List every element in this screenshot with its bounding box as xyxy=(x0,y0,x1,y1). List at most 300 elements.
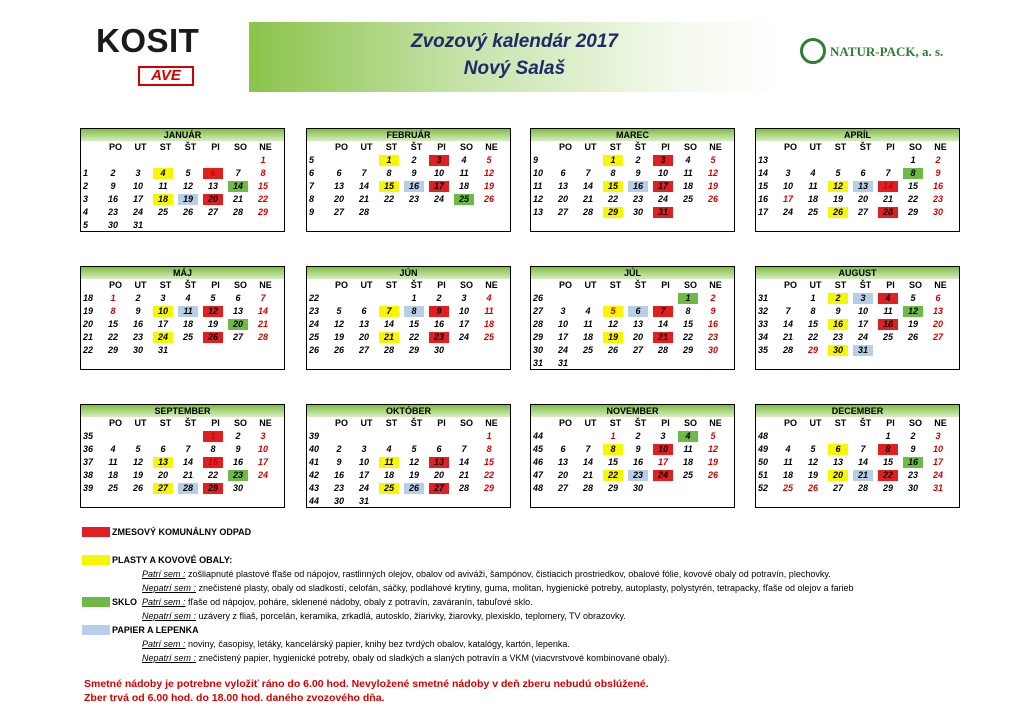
calendar-day: 11 xyxy=(459,168,469,178)
week-row xyxy=(531,344,734,357)
calendar-day: 30 xyxy=(828,345,848,356)
weekday-header: ST xyxy=(834,280,847,290)
calendar-day: 28 xyxy=(582,483,593,493)
weekday-header: SO xyxy=(683,418,697,428)
plastics-excluded xyxy=(142,583,854,594)
calendar-day: 3 xyxy=(429,155,449,166)
weekday-header: UT xyxy=(134,142,147,152)
weekday-header: SO xyxy=(908,418,922,428)
calendar-day: 23 xyxy=(932,194,943,204)
calendar-day: 25 xyxy=(682,194,693,204)
calendar-day: 19 xyxy=(132,470,143,480)
weekday-header: NE xyxy=(934,418,947,428)
calendar-day: 3 xyxy=(361,444,367,454)
calendar-day: 8 xyxy=(610,168,616,178)
calendar-day: 13 xyxy=(832,457,843,467)
calendar-day: 31 xyxy=(157,345,168,355)
week-number: 7 xyxy=(309,181,315,191)
calendar-day: 2 xyxy=(828,293,848,304)
week-number: 15 xyxy=(758,181,769,191)
week-number: 49 xyxy=(758,444,769,454)
calendar-day: 14 xyxy=(857,457,868,467)
calendar-day: 30 xyxy=(707,345,718,355)
week-number: 4 xyxy=(83,207,89,217)
calendar-day: 23 xyxy=(707,332,718,342)
calendar-day: 3 xyxy=(160,293,166,303)
calendar-day: 2 xyxy=(411,155,417,165)
ave-logo: AVE xyxy=(138,66,194,86)
calendar-day: 13 xyxy=(429,457,449,468)
week-row xyxy=(756,443,959,456)
calendar-day: 13 xyxy=(153,457,173,468)
calendar-day: 19 xyxy=(483,181,494,191)
calendar-day: 16 xyxy=(632,457,643,467)
weekday-header-row xyxy=(81,141,284,154)
calendar-day: 3 xyxy=(560,306,566,316)
calendar-day: 16 xyxy=(333,470,344,480)
calendar-day: 31 xyxy=(853,345,873,356)
weekday-header: UT xyxy=(360,418,373,428)
week-number: 39 xyxy=(83,483,94,493)
week-row xyxy=(307,154,510,167)
calendar-day: 1 xyxy=(610,431,616,441)
page-subtitle: Nový Salaš xyxy=(463,58,566,79)
weekday-header: PI xyxy=(661,280,670,290)
naturpack-leaf-icon xyxy=(800,38,826,64)
calendar-day: 4 xyxy=(585,306,591,316)
title-bar xyxy=(249,22,780,92)
calendar-day: 25 xyxy=(157,207,168,217)
weekday-header: ST xyxy=(385,280,398,290)
calendar-day: 27 xyxy=(232,332,243,342)
calendar-day: 12 xyxy=(483,168,494,178)
calendar-day: 28 xyxy=(657,345,668,355)
calendar-day: 12 xyxy=(807,457,818,467)
paper-included-text: noviny, časopisy, letáky, kancelárský papier, knihy bez tvrdých obalov, katalógy, kartón, lepenka. xyxy=(185,639,570,649)
calendar-day: 28 xyxy=(582,207,593,217)
calendar-day: 16 xyxy=(932,181,943,191)
weekday-header: PI xyxy=(661,142,670,152)
weekday-header: PI xyxy=(886,418,895,428)
calendar-day: 23 xyxy=(132,332,143,342)
week-row xyxy=(756,344,959,357)
calendar-day: 20 xyxy=(857,194,868,204)
calendar-day: 2 xyxy=(635,431,641,441)
week-number: 19 xyxy=(83,306,94,316)
calendar-day: 1 xyxy=(379,155,399,166)
calendar-day: 7 xyxy=(585,444,591,454)
calendar-day: 9 xyxy=(835,306,841,316)
weekday-header: PO xyxy=(558,418,572,428)
calendar-day: 9 xyxy=(135,306,141,316)
calendar-day: 31 xyxy=(653,207,673,218)
week-row xyxy=(531,305,734,318)
calendar-day: 22 xyxy=(682,332,693,342)
week-row xyxy=(307,180,510,193)
week-number: 17 xyxy=(758,207,769,217)
calendar-day: 21 xyxy=(379,332,399,343)
calendar-day: 20 xyxy=(358,332,369,342)
calendar-day: 30 xyxy=(132,345,143,355)
week-number: 10 xyxy=(533,168,544,178)
calendar-day: 14 xyxy=(782,319,793,329)
calendar-day: 6 xyxy=(560,444,566,454)
month-11 xyxy=(530,404,735,508)
calendar-day: 13 xyxy=(333,181,344,191)
calendar-day: 8 xyxy=(386,168,392,178)
calendar-day: 9 xyxy=(710,306,716,316)
calendar-day: 27 xyxy=(557,483,568,493)
calendar-day: 15 xyxy=(882,457,893,467)
calendar-day: 28 xyxy=(782,345,793,355)
calendar-day: 13 xyxy=(232,306,243,316)
calendar-day: 8 xyxy=(486,444,492,454)
page-title: Zvozový kalendár 2017 xyxy=(411,31,618,52)
calendar-day: 10 xyxy=(657,168,668,178)
week-row xyxy=(531,430,734,443)
month-name: SEPTEMBER xyxy=(81,405,284,417)
calendar-day: 25 xyxy=(182,332,193,342)
calendar-day: 4 xyxy=(185,293,191,303)
weekday-header: NE xyxy=(485,418,498,428)
calendar-day: 13 xyxy=(557,457,568,467)
paper-excluded-label: Nepatrí sem : xyxy=(142,653,197,663)
week-row xyxy=(756,193,959,206)
weekday-header: PO xyxy=(108,142,122,152)
calendar-day: 9 xyxy=(110,181,116,191)
calendar-day: 9 xyxy=(910,444,916,454)
week-number: 18 xyxy=(83,293,94,303)
calendar-day: 27 xyxy=(207,207,218,217)
calendar-day: 21 xyxy=(232,194,243,204)
calendar-day: 22 xyxy=(907,194,918,204)
week-row xyxy=(81,180,284,193)
weekday-header: NE xyxy=(259,142,272,152)
calendar-day: 4 xyxy=(486,293,492,303)
calendar-day: 11 xyxy=(108,457,118,467)
plastics-excluded-label: Nepatrí sem : xyxy=(142,583,197,593)
week-number: 36 xyxy=(83,444,94,454)
calendar-day: 25 xyxy=(483,332,494,342)
calendar-day: 4 xyxy=(785,444,791,454)
week-row xyxy=(307,318,510,331)
calendar-day: 30 xyxy=(632,483,643,493)
calendar-day: 29 xyxy=(882,483,893,493)
calendar-day: 26 xyxy=(707,194,718,204)
week-row xyxy=(81,344,284,357)
week-number: 28 xyxy=(533,319,544,329)
month-3 xyxy=(530,128,735,232)
calendar-day: 7 xyxy=(885,168,891,178)
calendar-day: 28 xyxy=(178,483,198,494)
calendar-day: 29 xyxy=(107,345,118,355)
week-row xyxy=(81,154,284,167)
weekday-header: ST xyxy=(609,418,622,428)
calendar-day: 29 xyxy=(603,207,623,218)
calendar-day: 17 xyxy=(557,332,568,342)
calendar-day: 23 xyxy=(632,194,643,204)
calendar-day: 22 xyxy=(603,470,623,481)
weekday-header: PI xyxy=(437,418,446,428)
calendar-day: 6 xyxy=(560,168,566,178)
weekday-header: SO xyxy=(233,418,247,428)
calendar-day: 13 xyxy=(557,181,568,191)
weekday-header: UT xyxy=(809,142,822,152)
calendar-day: 17 xyxy=(358,470,369,480)
calendar-day: 7 xyxy=(235,168,241,178)
week-row xyxy=(307,206,510,219)
calendar-day: 17 xyxy=(932,457,943,467)
calendar-day: 17 xyxy=(257,457,268,467)
week-number: 39 xyxy=(309,431,320,441)
weekday-header: SO xyxy=(233,280,247,290)
week-number: 16 xyxy=(758,194,769,204)
week-number: 13 xyxy=(533,207,544,217)
calendar-day: 29 xyxy=(203,483,223,494)
calendar-day: 12 xyxy=(828,181,848,192)
week-row xyxy=(307,456,510,469)
calendar-day: 21 xyxy=(257,319,268,329)
weekday-header: NE xyxy=(485,142,498,152)
calendar-day: 18 xyxy=(582,332,593,342)
calendar-day: 9 xyxy=(235,444,241,454)
calendar-day: 24 xyxy=(653,470,673,481)
calendar-day: 30 xyxy=(932,207,943,217)
calendar-day: 10 xyxy=(458,306,469,316)
calendar-day: 18 xyxy=(383,470,394,480)
calendar-day: 2 xyxy=(910,431,916,441)
calendar-day: 4 xyxy=(878,293,898,304)
weekday-header: UT xyxy=(809,418,822,428)
calendar-day: 6 xyxy=(628,306,648,317)
weekday-header: ŠT xyxy=(634,418,647,428)
weekday-header: NE xyxy=(709,280,722,290)
week-row xyxy=(81,167,284,180)
calendar-day: 29 xyxy=(682,345,693,355)
week-row xyxy=(307,167,510,180)
calendar-day: 7 xyxy=(860,444,866,454)
week-number: 30 xyxy=(533,345,544,355)
calendar-day: 10 xyxy=(653,444,673,455)
calendar-day: 28 xyxy=(383,345,394,355)
calendar-day: 8 xyxy=(810,306,816,316)
calendar-day: 15 xyxy=(203,457,223,468)
week-row xyxy=(81,456,284,469)
month-name: JÚL xyxy=(531,267,734,279)
calendar-day: 7 xyxy=(785,306,791,316)
weekday-header-row xyxy=(81,279,284,292)
calendar-day: 12 xyxy=(607,319,618,329)
weekday-header: ŠT xyxy=(410,418,423,428)
week-number: 25 xyxy=(309,332,320,342)
month-name: MÁJ xyxy=(81,267,284,279)
calendar-day: 4 xyxy=(461,155,467,165)
calendar-day: 19 xyxy=(907,319,918,329)
calendar-day: 12 xyxy=(182,181,193,191)
calendar-day: 26 xyxy=(807,483,818,493)
week-row xyxy=(307,344,510,357)
month-name: OKTÓBER xyxy=(307,405,510,417)
calendar-day: 21 xyxy=(582,194,593,204)
calendar-day: 11 xyxy=(883,306,893,316)
weekday-header: SO xyxy=(459,280,473,290)
calendar-day: 26 xyxy=(828,207,848,218)
weekday-header: UT xyxy=(134,280,147,290)
calendar-day: 12 xyxy=(707,444,718,454)
calendar-day: 14 xyxy=(383,319,394,329)
calendar-day: 2 xyxy=(110,168,116,178)
glass-label: SKLO xyxy=(112,597,138,607)
calendar-day: 25 xyxy=(454,194,474,205)
calendar-day: 18 xyxy=(107,470,118,480)
calendar-day: 15 xyxy=(483,457,494,467)
calendar-day: 22 xyxy=(383,194,394,204)
weekday-header: PI xyxy=(886,280,895,290)
calendar-day: 20 xyxy=(557,470,568,480)
month-name: DECEMBER xyxy=(756,405,959,417)
month-name: FEBRUÁR xyxy=(307,129,510,141)
calendar-day: 5 xyxy=(710,431,716,441)
calendar-day: 10 xyxy=(857,306,868,316)
week-row xyxy=(756,292,959,305)
calendar-day: 12 xyxy=(707,168,718,178)
week-number: 13 xyxy=(758,155,769,165)
calendar-day: 1 xyxy=(678,293,698,304)
week-number: 14 xyxy=(758,168,769,178)
calendar-day: 31 xyxy=(358,496,369,506)
naturpack-logo-text: NATUR-PACK, a. s. xyxy=(830,44,944,59)
week-number: 41 xyxy=(309,457,320,467)
weekday-header: ŠT xyxy=(859,142,872,152)
calendar-day: 18 xyxy=(878,319,898,330)
week-row xyxy=(756,469,959,482)
calendar-day: 28 xyxy=(458,483,469,493)
calendar-day: 27 xyxy=(153,483,173,494)
week-row xyxy=(531,206,734,219)
week-number: 24 xyxy=(309,319,320,329)
calendar-day: 1 xyxy=(260,155,266,165)
weekday-header: NE xyxy=(259,280,272,290)
weekday-header: SO xyxy=(908,280,922,290)
paper-excluded-text: znečistený papier, hygienické potreby, obaly od sladkých a slaných potravín a VKM (viacvrstvové kombinované obaly). xyxy=(196,653,670,663)
calendar-day: 3 xyxy=(785,168,791,178)
week-number: 42 xyxy=(309,470,320,480)
week-row xyxy=(756,305,959,318)
weekday-header: ST xyxy=(834,418,847,428)
paper-excluded xyxy=(142,653,670,664)
calendar-day: 23 xyxy=(408,194,419,204)
calendar-day: 29 xyxy=(408,345,419,355)
calendar-day: 24 xyxy=(557,345,568,355)
week-row xyxy=(307,331,510,344)
calendar-day: 17 xyxy=(458,319,469,329)
calendar-day: 25 xyxy=(582,345,593,355)
plastics-included-label: Patrí sem : xyxy=(142,569,186,579)
calendar-day: 10 xyxy=(358,457,369,467)
calendar-day: 9 xyxy=(429,306,449,317)
week-number: 1 xyxy=(83,168,89,178)
calendar-day: 26 xyxy=(203,332,223,343)
calendar-day: 8 xyxy=(404,306,424,317)
calendar-day: 15 xyxy=(107,319,118,329)
weekday-header: ST xyxy=(159,418,172,428)
legend xyxy=(82,526,942,676)
weekday-header: ŠT xyxy=(634,280,647,290)
week-number: 40 xyxy=(309,444,320,454)
weekday-header: PI xyxy=(437,142,446,152)
calendar-day: 13 xyxy=(853,181,873,192)
weekday-header: SO xyxy=(908,142,922,152)
calendar-day: 1 xyxy=(411,293,417,303)
calendar-day: 26 xyxy=(483,194,494,204)
calendar-day: 19 xyxy=(333,332,344,342)
calendar-day: 14 xyxy=(182,457,193,467)
calendar-day: 4 xyxy=(810,168,816,178)
calendar-day: 29 xyxy=(257,207,268,217)
calendar-day: 20 xyxy=(157,470,168,480)
plastics-label: PLASTY A KOVOVÉ OBALY: xyxy=(112,555,233,565)
month-7 xyxy=(530,266,735,370)
calendar-day: 4 xyxy=(678,431,698,442)
week-row xyxy=(531,443,734,456)
calendar-day: 13 xyxy=(632,319,643,329)
calendar-day: 25 xyxy=(107,483,118,493)
weekday-header: ŠT xyxy=(859,418,872,428)
week-number: 22 xyxy=(309,293,320,303)
calendar-day: 22 xyxy=(408,332,419,342)
calendar-day: 27 xyxy=(333,207,344,217)
week-number: 48 xyxy=(758,431,769,441)
calendar-day: 13 xyxy=(207,181,218,191)
calendar-day: 24 xyxy=(657,194,668,204)
calendar-day: 14 xyxy=(878,181,898,192)
calendar-day: 20 xyxy=(433,470,444,480)
calendar-day: 13 xyxy=(358,319,369,329)
paper-swatch xyxy=(82,625,110,635)
calendar-day: 18 xyxy=(782,470,793,480)
calendar-day: 28 xyxy=(232,207,243,217)
calendar-day: 23 xyxy=(429,332,449,343)
week-row xyxy=(81,219,284,232)
calendar-day: 7 xyxy=(185,444,191,454)
calendar-day: 5 xyxy=(910,293,916,303)
weekday-header: NE xyxy=(709,142,722,152)
week-number: 26 xyxy=(309,345,320,355)
calendar-day: 24 xyxy=(458,332,469,342)
calendar-day: 5 xyxy=(411,444,417,454)
month-name: AUGUST xyxy=(756,267,959,279)
weekday-header-row xyxy=(531,417,734,430)
weekday-header: PO xyxy=(558,280,572,290)
mixed-waste-label: ZMESOVÝ KOMUNÁLNY ODPAD xyxy=(112,527,252,537)
weekday-header: UT xyxy=(809,280,822,290)
week-row xyxy=(531,154,734,167)
calendar-day: 26 xyxy=(707,470,718,480)
calendar-day: 24 xyxy=(857,332,868,342)
weekday-header: PI xyxy=(211,418,220,428)
calendar-day: 20 xyxy=(828,470,848,481)
calendar-day: 12 xyxy=(333,319,344,329)
calendar-day: 14 xyxy=(228,181,248,192)
calendar-day: 21 xyxy=(782,332,793,342)
calendar-day: 23 xyxy=(907,470,918,480)
week-number: 12 xyxy=(533,194,544,204)
calendar-day: 11 xyxy=(683,168,693,178)
weekday-header: PO xyxy=(558,142,572,152)
calendar-day: 25 xyxy=(882,332,893,342)
calendar-day: 21 xyxy=(358,194,369,204)
weekday-header: PI xyxy=(661,418,670,428)
